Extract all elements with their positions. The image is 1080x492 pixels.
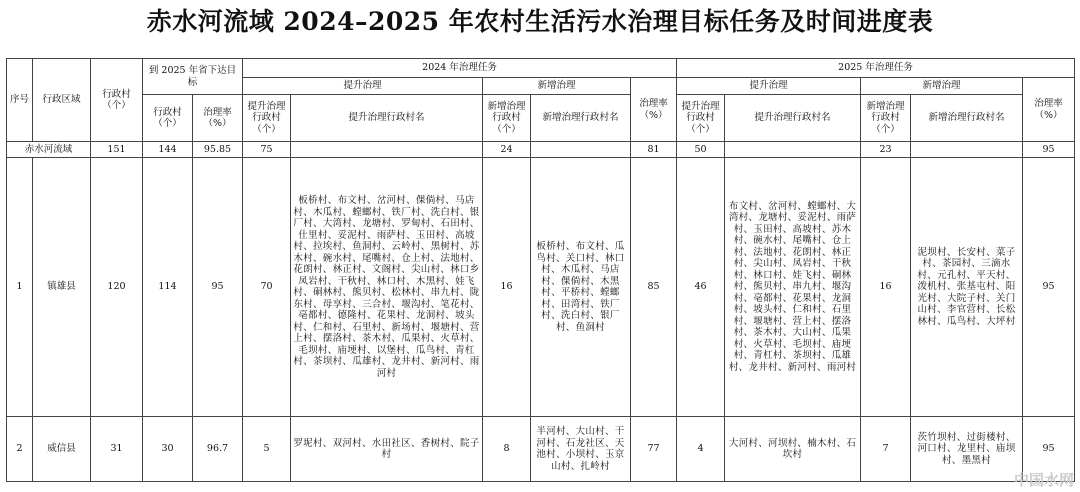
header-new-names-2024: 新增治理行政村名 — [531, 95, 631, 142]
header-upgrade-count-2024: 提升治理行政村（个） — [243, 95, 291, 142]
header-rate-2024: 治理率（%） — [631, 78, 677, 142]
summary-new25: 23 — [861, 142, 911, 158]
header-upgrade-2024: 提升治理 — [243, 78, 483, 95]
watermark: 中国水网 — [1013, 471, 1074, 489]
row-region: 镇雄县 — [33, 158, 91, 417]
header-new-2025: 新增治理 — [861, 78, 1023, 95]
row-target-rate: 96.7 — [193, 417, 243, 482]
page-title: 赤水河流域 2024–2025 年农村生活污水治理目标任务及时间进度表 — [146, 7, 934, 36]
header-upgrade-names-2025: 提升治理行政村名 — [725, 95, 861, 142]
header-seq: 序号 — [7, 59, 33, 142]
summary-rate24: 81 — [631, 142, 677, 158]
row-up24-names: 罗坭村、双河村、水田社区、香树村、院子村 — [291, 417, 483, 482]
progress-table — [6, 58, 1075, 482]
summary-new25-names — [911, 142, 1023, 158]
table-row — [7, 417, 1075, 482]
summary-up24: 75 — [243, 142, 291, 158]
row-target-rate: 95 — [193, 158, 243, 417]
row-new25-names: 泥坝村、长安村、菜子村、茶园村、三滴水村、元孔村、平天村、泼机村、张基屯村、阳光村、大院子村、关门山村、李官营村、长松林村、瓜鸟村、大坪村 — [911, 158, 1023, 417]
header-row-3 — [7, 95, 1075, 142]
summary-new24: 24 — [483, 142, 531, 158]
row-rate24: 77 — [631, 417, 677, 482]
header-villages: 行政村（个） — [91, 59, 143, 142]
row-up25-names: 大河村、河坝村、楠木村、石坎村 — [725, 417, 861, 482]
row-new24: 8 — [483, 417, 531, 482]
header-region: 行政区域 — [33, 59, 91, 142]
header-new-count-2025: 新增治理行政村（个） — [861, 95, 911, 142]
header-rate-2025: 治理率（%） — [1023, 78, 1075, 142]
summary-new24-names — [531, 142, 631, 158]
summary-up24-names — [291, 142, 483, 158]
row-new25-names: 茨竹坝村、过街楼村、河口村、龙里村、庙坝村、墨黑村 — [911, 417, 1023, 482]
header-row-1 — [7, 59, 1075, 78]
header-target-villages: 行政村（个） — [143, 95, 193, 142]
header-upgrade-count-2025: 提升治理行政村（个） — [677, 95, 725, 142]
summary-row — [7, 142, 1075, 158]
header-new-count-2024: 新增治理行政村（个） — [483, 95, 531, 142]
row-rate25: 95 — [1023, 417, 1075, 482]
header-target-rate: 治理率（%） — [193, 95, 243, 142]
row-seq: 2 — [7, 417, 33, 482]
header-upgrade-2025: 提升治理 — [677, 78, 861, 95]
header-upgrade-names-2024: 提升治理行政村名 — [291, 95, 483, 142]
header-task-2025: 2025 年治理任务 — [677, 59, 1075, 78]
summary-target-rate: 95.85 — [193, 142, 243, 158]
row-up24: 70 — [243, 158, 291, 417]
row-up25: 4 — [677, 417, 725, 482]
table-row — [7, 158, 1075, 417]
summary-up25: 50 — [677, 142, 725, 158]
row-new25: 7 — [861, 417, 911, 482]
row-rate25: 95 — [1023, 158, 1075, 417]
row-target-villages: 30 — [143, 417, 193, 482]
row-target-villages: 114 — [143, 158, 193, 417]
row-seq: 1 — [7, 158, 33, 417]
row-new24-names: 半河村、大山村、干河村、石龙社区、天池村、小坝村、玉京山村、扎岭村 — [531, 417, 631, 482]
row-region: 威信县 — [33, 417, 91, 482]
row-up25: 46 — [677, 158, 725, 417]
row-villages: 120 — [91, 158, 143, 417]
summary-villages: 151 — [91, 142, 143, 158]
summary-rate25: 95 — [1023, 142, 1075, 158]
header-target-2025: 到 2025 年省下达目标 — [143, 59, 243, 95]
summary-up25-names — [725, 142, 861, 158]
row-up24: 5 — [243, 417, 291, 482]
summary-name: 赤水河流域 — [7, 142, 91, 158]
row-up25-names: 布文村、岔河村、螳螂村、大湾村、龙塘村、妥泥村、雨萨村、玉田村、高坡村、苏木村、碗水村、尾嘴村、仓上村、法地村、花朗村、林正村、尖山村、凤岩村、干秋村、林口村、娃飞村、硐林村、熊贝村、串九村、堰沟村、亳都村、花果村、龙洞村、坡头村、仁和村、石里村、堰塘村、营上村、摆洛村、茶木村、大山村、瓜果村、火草村、毛坝村、庙埂村、青杠村、茶坝村、瓜雄村、龙井村、新河村、雨河村 — [725, 158, 861, 417]
row-new24: 16 — [483, 158, 531, 417]
summary-target-villages: 144 — [143, 142, 193, 158]
row-rate24: 85 — [631, 158, 677, 417]
header-new-2024: 新增治理 — [483, 78, 631, 95]
row-up24-names: 板桥村、布文村、岔河村、倮倘村、马店村、木瓜村、螳螂村、铁厂村、洗白村、银厂村、大湾村、龙塘村、罗甸村、石田村、仕里村、妥泥村、雨萨村、玉田村、高坡村、拉埃村、鱼洞村、云岭村、黑树村、苏木村、碗水村、尾嘴村、仓上村、法地村、花朗村、林正村、文阁村、尖山村、林口乡凤岩村、干秋村、林口村、木黑村、娃飞村、硐林村、熊贝村、松林村、串九村、陇东村、母享村、三合村、堰沟村、笔花村、亳都村、德隆村、花果村、龙洞村、坡头村、仁和村、石里村、新场村、堰塘村、营上村、摆洛村、茶木村、瓜果村、火草村、毛坝村、庙埂村、以堡村、瓜鸟村、青杠村、茶坝村、瓜雄村、龙井村、新河村、雨河村 — [291, 158, 483, 417]
row-new24-names: 板桥村、布文村、瓜鸟村、关口村、林口村、木瓜村、马店村、倮倘村、木黑村、平桥村、螳螂村、田湾村、铁厂村、洗白村、银厂村、鱼洞村 — [531, 158, 631, 417]
row-new25: 16 — [861, 158, 911, 417]
row-villages: 31 — [91, 417, 143, 482]
header-new-names-2025: 新增治理行政村名 — [911, 95, 1023, 142]
header-task-2024: 2024 年治理任务 — [243, 59, 677, 78]
